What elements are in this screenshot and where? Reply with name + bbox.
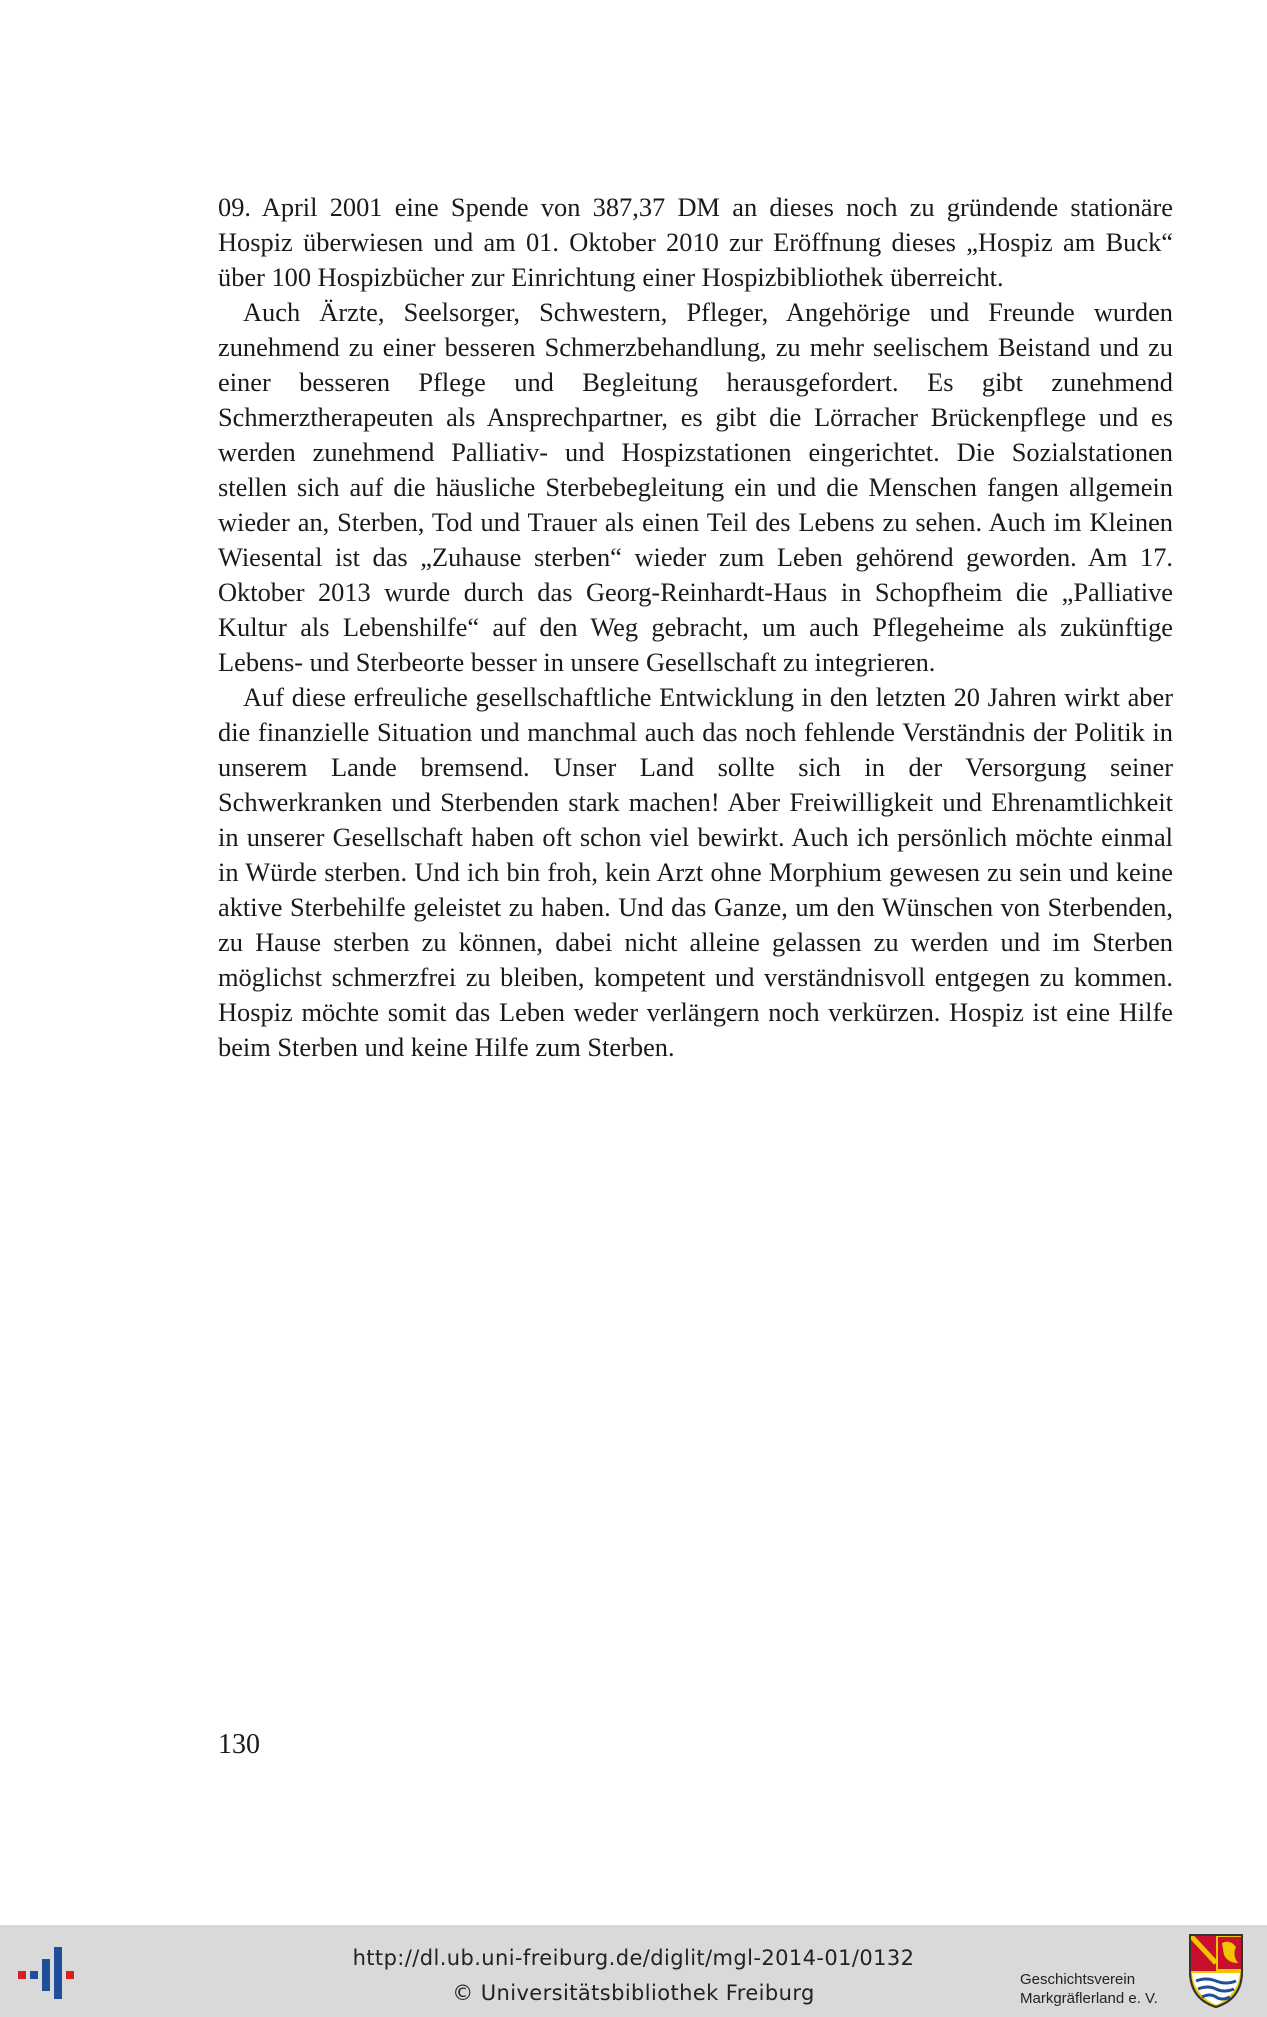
coat-of-arms-icon (1188, 1933, 1244, 2009)
paragraph-2: Auch Ärzte, Seelsorger, Schwestern, Pfleger, Angehörige und Freunde wurden zunehmend zu einer besseren Schmerzbehandlung, zu mehr seelischem Beistand und zu einer besseren Pflege und Begleitung herausgefordert. Es gibt zunehmend Schmerztherapeuten als Ansprechpartner, es gibt die Lörracher Brückenpflege und es werden zunehmend Palliativ- und Hospizstationen eingerichtet. Die Sozialstationen stellen sich auf die häusliche Sterbebegleitung ein und die Menschen fangen allgemein wieder an, Sterben, Tod und Trauer als einen Teil des Lebens zu sehen. Auch im Kleinen Wiesental ist das „Zuhause sterben“ wieder zum Leben gehörend geworden. Am 17. Oktober 2013 wurde durch das Georg-Reinhardt-Haus in Schopfheim die „Palliative Kultur als Lebenshilfe“ auf den Weg gebracht, um auch Pflegeheime als zukünftige Lebens- und Sterbeorte besser in unsere Gesellschaft zu integrieren. (218, 297, 1173, 677)
footer-bar (0, 1925, 1267, 2017)
page-number: 130 (218, 1729, 260, 1760)
paragraph-1: 09. April 2001 eine Spende von 387,37 DM an dieses noch zu gründende stationäre Hospiz überwiesen und am 01. Oktober 2010 zur Eröffnung dieses „Hospiz am Buck“ über 100 Hospizbücher zur Einrichtung einer Hospizbibliothek überreicht. (218, 192, 1173, 292)
society-name-line-1: Geschichtsverein (1020, 1971, 1136, 1988)
body-text (218, 190, 1173, 1065)
society-name (1020, 1970, 1158, 2008)
source-url[interactable]: http://dl.ub.uni-freiburg.de/diglit/mgl-2014-01/0132 (352, 1946, 915, 1970)
paragraph-3: Auf diese erfreuliche gesellschaftliche Entwicklung in den letzten 20 Jahren wirkt aber die finanzielle Situation und manchmal auch das noch fehlende Verständnis der Politik in unserem Lande bremsend. Unser Land sollte sich in der Versorgung seiner Schwerkranken und Sterbenden stark machen! Aber Freiwilligkeit und Ehrenamtlichkeit in unserer Gesellschaft haben oft schon viel bewirkt. Auch ich persönlich möchte einmal in Würde sterben. Und ich bin froh, kein Arzt ohne Morphium gewesen zu sein und keine aktive Sterbehilfe geleistet zu haben. Und das Ganze, um den Wünschen von Sterbenden, zu Hause sterben zu können, dabei nicht alleine gelassen zu werden und im Sterben möglichst schmerzfrei zu bleiben, kompetent und verständnisvoll entgegen zu kommen. Hospiz möchte somit das Leben weder verlängern noch verkürzen. Hospiz ist eine Hilfe beim Sterben und keine Hilfe zum Sterben. (218, 682, 1173, 1062)
copyright-notice: © Universitätsbibliothek Freiburg (452, 1981, 815, 2005)
society-name-line-2: Markgräflerland e. V. (1020, 1990, 1158, 2007)
